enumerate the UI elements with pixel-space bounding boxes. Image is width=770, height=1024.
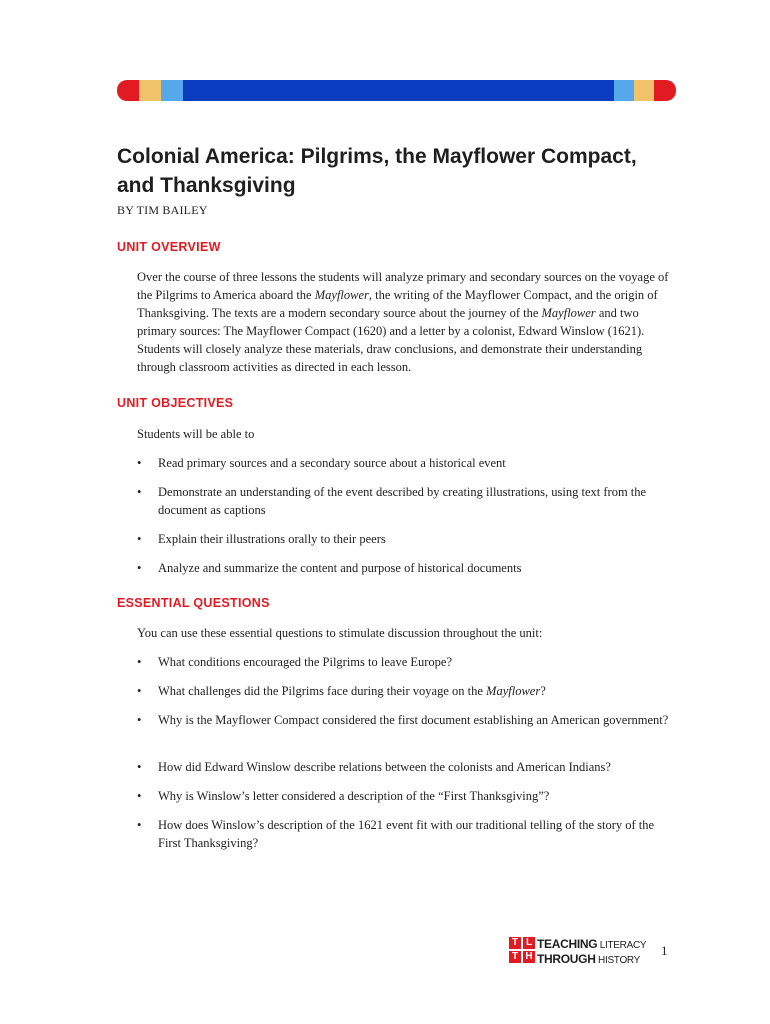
question-item: • Why is the Mayflower Compact considered the first document establishing an American government? xyxy=(137,713,669,727)
bullet-glyph: • xyxy=(137,684,142,698)
unit-overview-paragraph: Over the course of three lessons the students will analyze primary and secondary sources on the voyage of the Pilgrims to America aboard the Mayflower, the writing of the Mayflower Compact, and the origin of Thanksgiving. The texts are a modern secondary source about the journey of the Mayflower and two primary sources: The Mayflower Compact (1620) and a letter by a colonist, Edward Winslow (1621). Students will closely analyze these materials, draw conclusions, and demonstrate their understanding through classroom activities as directed in each lesson. xyxy=(137,270,669,374)
page-number: 1 xyxy=(661,943,668,958)
unit-objectives-heading: UNIT OBJECTIVES xyxy=(117,396,234,410)
byline: BY TIM BAILEY xyxy=(117,203,208,217)
bullet-glyph: • xyxy=(137,789,142,803)
essential-questions-heading: ESSENTIAL QUESTIONS xyxy=(117,596,270,610)
logo-letter: H xyxy=(523,951,535,963)
banner-lightblue-left xyxy=(161,80,183,101)
objectives-intro: Students will be able to xyxy=(137,427,255,441)
document-title: Colonial America: Pilgrims, the Mayflower Compact, and Thanksgiving xyxy=(117,145,637,197)
bullet-glyph: • xyxy=(137,456,142,470)
bullet-glyph: • xyxy=(137,561,142,575)
logo-letter: L xyxy=(523,937,535,949)
bullet-glyph: • xyxy=(137,818,142,832)
objective-item: • Read primary sources and a secondary source about a historical event xyxy=(137,456,506,470)
question-item: • What challenges did the Pilgrims face during their voyage on the Mayflower? xyxy=(137,684,546,698)
unit-overview-heading: UNIT OVERVIEW xyxy=(117,240,221,254)
ship-name: Mayflower xyxy=(486,684,541,698)
banner-red-right xyxy=(654,80,676,101)
ship-name: Mayflower xyxy=(314,288,369,302)
banner-yellow-left xyxy=(139,80,161,101)
bullet-glyph: • xyxy=(137,760,142,774)
tlth-logo xyxy=(509,937,647,967)
banner-lightblue-right xyxy=(614,80,634,101)
question-item: • What conditions encouraged the Pilgrims to leave Europe? xyxy=(137,655,453,669)
logo-letter: T xyxy=(509,937,521,949)
questions-intro: You can use these essential questions to stimulate discussion throughout the unit: xyxy=(137,626,543,640)
objective-item: • Explain their illustrations orally to their peers xyxy=(137,532,386,546)
banner-yellow-right xyxy=(634,80,654,101)
header-banner xyxy=(117,80,676,101)
objective-item: • Analyze and summarize the content and purpose of historical documents xyxy=(137,561,522,575)
logo-line-1: TEACHING LITERACY xyxy=(537,937,647,951)
question-item: • How did Edward Winslow describe relations between the colonists and American Indians? xyxy=(137,760,611,774)
objective-item: • Demonstrate an understanding of the event described by creating illustrations, using text from the document as captions xyxy=(137,485,647,517)
banner-blue-center xyxy=(183,80,614,101)
bullet-glyph: • xyxy=(137,713,142,727)
bullet-glyph: • xyxy=(137,532,142,546)
logo-line-2: THROUGH HISTORY xyxy=(537,952,641,966)
question-item: • How does Winslow’s description of the 1621 event fit with our traditional telling of the story of the First Thanksgiving? xyxy=(137,818,655,850)
question-item: • Why is Winslow’s letter considered a description of the “First Thanksgiving”? xyxy=(137,789,550,803)
bullet-glyph: • xyxy=(137,655,142,669)
ship-name: Mayflower xyxy=(541,306,596,320)
logo-letter: T xyxy=(509,951,521,963)
bullet-glyph: • xyxy=(137,485,142,499)
